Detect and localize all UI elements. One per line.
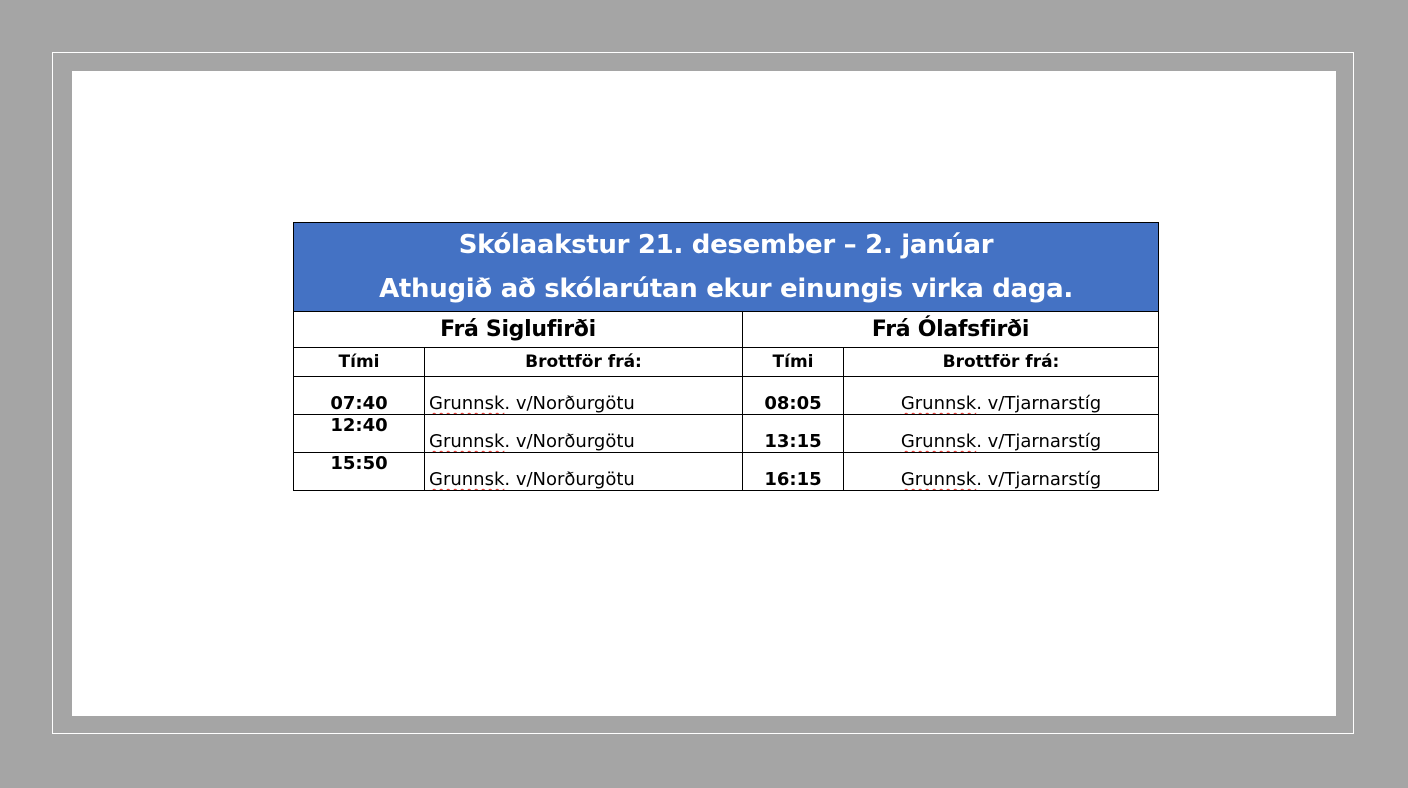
right-place-cell (844, 377, 1159, 415)
title-line-2: Athugið að skólarútan ekur einungis virka daga. (379, 274, 1073, 304)
right-time-cell: 13:15 (743, 415, 844, 453)
left-place-street: . v/Norðurgötu (504, 469, 635, 490)
document-page (72, 71, 1336, 716)
column-header-departure-left: Brottför frá: (425, 348, 743, 377)
table-row (294, 453, 1159, 491)
right-time-cell: 16:15 (743, 453, 844, 491)
left-place-street: . v/Norðurgötu (504, 393, 635, 414)
left-place-cell (425, 415, 743, 453)
left-place-cell (425, 453, 743, 491)
right-place-street: . v/Tjarnarstíg (976, 431, 1102, 452)
right-time-cell: 08:05 (743, 377, 844, 415)
left-time-cell: 07:40 (294, 377, 425, 415)
right-place-cell (844, 415, 1159, 453)
left-place-street: . v/Norðurgötu (504, 431, 635, 452)
title-line-1: Skólaakstur 21. desember – 2. janúar (458, 230, 994, 260)
right-place-cell (844, 453, 1159, 491)
direction-row (294, 312, 1159, 348)
right-place-abbrev: Grunnsk (900, 469, 977, 490)
column-header-row (294, 348, 1159, 377)
direction-from-olafsfjordur: Frá Ólafsfirði (743, 312, 1159, 348)
right-place-street: . v/Tjarnarstíg (976, 393, 1102, 414)
column-header-departure-right: Brottför frá: (844, 348, 1159, 377)
left-place-cell (425, 377, 743, 415)
left-place-abbrev: Grunnsk (429, 431, 505, 452)
right-place-abbrev: Grunnsk (900, 393, 977, 414)
table-row (294, 377, 1159, 415)
direction-from-siglufjordur: Frá Siglufirði (294, 312, 743, 348)
left-place-abbrev: Grunnsk (429, 393, 505, 414)
column-header-time-right: Tími (743, 348, 844, 377)
title-cell (294, 223, 1159, 312)
title-row (294, 223, 1159, 312)
right-place-street: . v/Tjarnarstíg (976, 469, 1102, 490)
left-time-cell: 15:50 (294, 453, 425, 491)
column-header-time-left: Tími (294, 348, 425, 377)
table-row (294, 415, 1159, 453)
right-place-abbrev: Grunnsk (900, 431, 977, 452)
bus-schedule-table (293, 222, 1159, 491)
left-time-cell: 12:40 (294, 415, 425, 453)
left-place-abbrev: Grunnsk (429, 469, 505, 490)
